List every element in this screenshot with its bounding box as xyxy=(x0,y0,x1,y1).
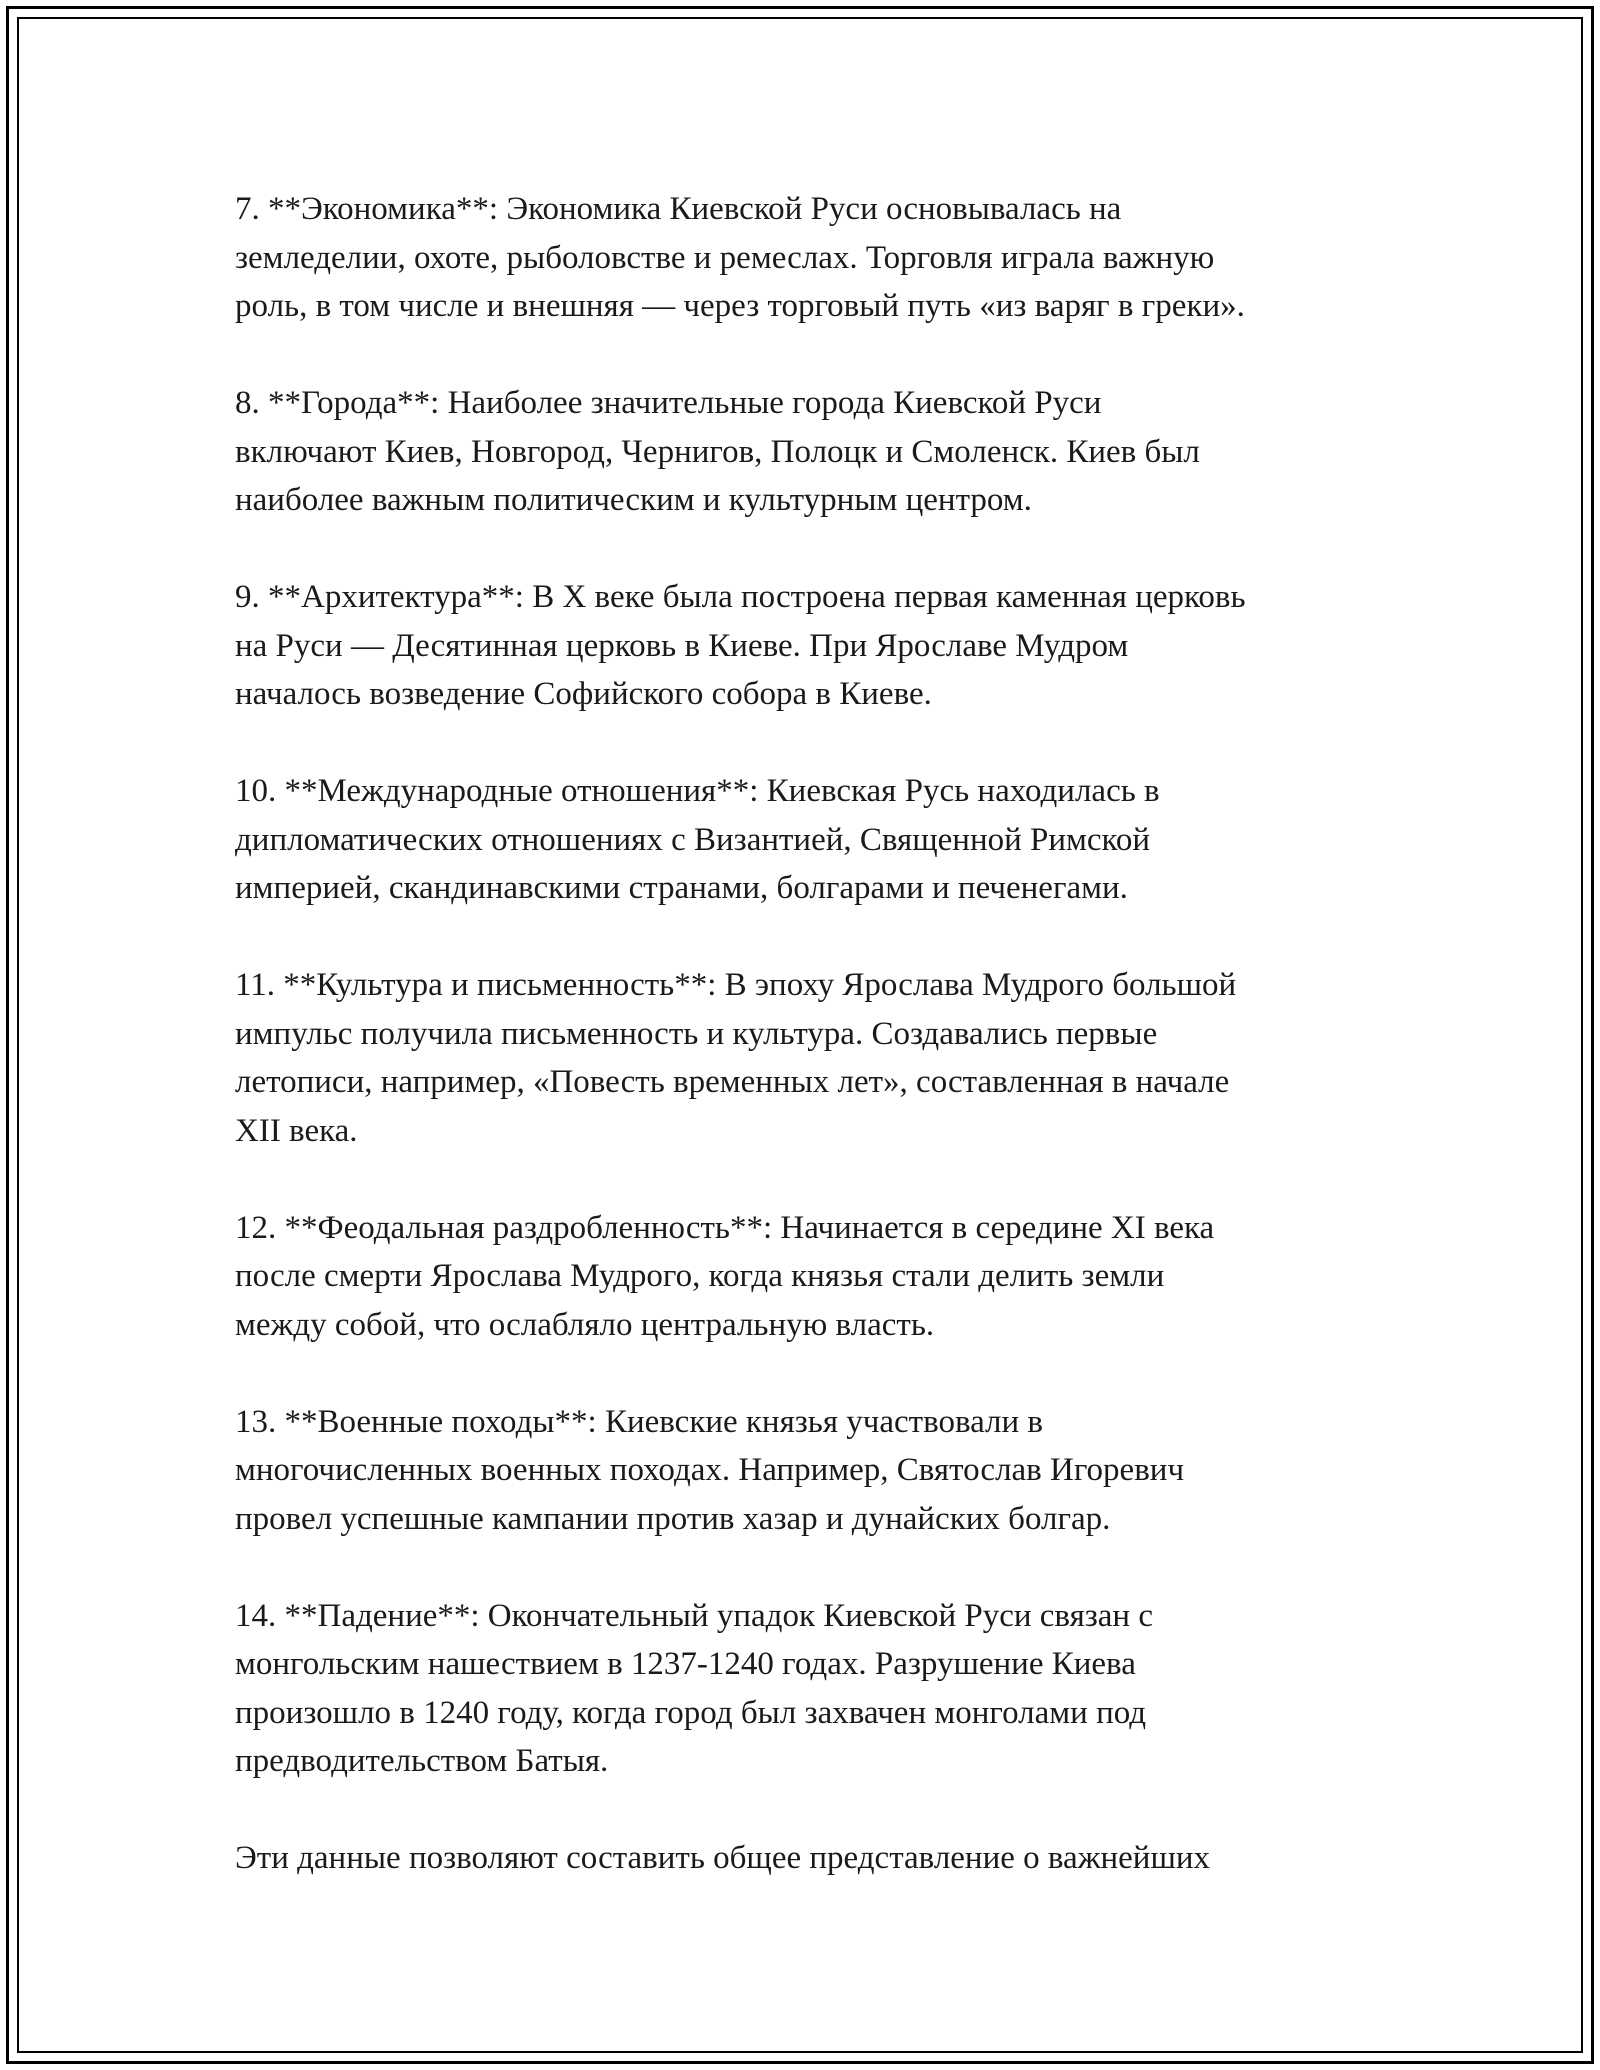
paragraph-culture xyxy=(235,961,1385,1155)
text-line: монгольским нашествием в 1237-1240 годах. Разрушение Киева xyxy=(235,1646,1136,1682)
text-line: 11. **Культура и письменность**: В эпоху Ярослава Мудрого большой xyxy=(235,967,1237,1003)
text-line: началось возведение Софийского собора в Киеве. xyxy=(235,676,932,712)
text-line: летописи, например, «Повесть временных лет», составленная в начале xyxy=(235,1064,1230,1100)
paragraph-feudal-fragmentation xyxy=(235,1204,1385,1350)
text-line: наиболее важным политическим и культурным центром. xyxy=(235,482,1032,518)
text-line: 13. **Военные походы**: Киевские князья участвовали в xyxy=(235,1403,1044,1440)
text-line: Эти данные позволяют составить общее представление о важнейших xyxy=(235,1840,1211,1876)
text-line: после смерти Ярослава Мудрого, когда князья стали делить земли xyxy=(235,1258,1165,1294)
paragraph-international-relations xyxy=(235,767,1385,913)
text-line: включают Киев, Новгород, Чернигов, Полоцк и Смоленск. Киев был xyxy=(235,433,1200,470)
text-line: 12. **Феодальная раздробленность**: Начинается в середине XI века xyxy=(235,1209,1215,1246)
text-line: дипломатических отношениях с Византией, Священной Римской xyxy=(235,821,1151,858)
text-line: импульс получила письменность и культура. Создавались первые xyxy=(235,1015,1158,1052)
paragraph-architecture xyxy=(235,573,1385,719)
text-line: 14. **Падение**: Окончательный упадок Киевской Руси связан с xyxy=(235,1597,1153,1634)
paragraph-cities xyxy=(235,379,1385,525)
text-line: 10. **Международные отношения**: Киевская Русь находилась в xyxy=(235,773,1160,809)
document-body xyxy=(235,185,1385,1931)
text-line: 7. **Экономика**: Экономика Киевской Руси основывалась на xyxy=(235,191,1122,227)
paragraph-military-campaigns xyxy=(235,1398,1385,1544)
text-line: на Руси — Десятинная церковь в Киеве. При Ярославе Мудром xyxy=(235,627,1129,664)
text-line: произошло в 1240 году, когда город был захвачен монголами под xyxy=(235,1694,1147,1731)
text-line: 9. **Архитектура**: В X веке была построена первая каменная церковь xyxy=(235,579,1246,615)
text-line: 8. **Города**: Наиболее значительные города Киевской Руси xyxy=(235,385,1102,421)
paragraph-conclusion xyxy=(235,1834,1385,1883)
text-line: между собой, что ослабляло центральную власть. xyxy=(235,1306,935,1343)
paragraph-economy xyxy=(235,185,1385,331)
paragraph-fall xyxy=(235,1592,1385,1786)
text-line: многочисленных военных походах. Например, Святослав Игоревич xyxy=(235,1452,1185,1488)
text-line: земледелии, охоте, рыболовстве и ремеслах. Торговля играла важную xyxy=(235,239,1215,276)
text-line: империей, скандинавскими странами, болгарами и печенегами. xyxy=(235,870,1128,906)
text-line: провел успешные кампании против хазар и дунайских болгар. xyxy=(235,1500,1111,1537)
text-line: предводительством Батыя. xyxy=(235,1743,609,1779)
text-line: роль, в том числе и внешняя — через торговый путь «из варяг в греки». xyxy=(235,288,1245,324)
text-line: XII века. xyxy=(235,1112,358,1149)
